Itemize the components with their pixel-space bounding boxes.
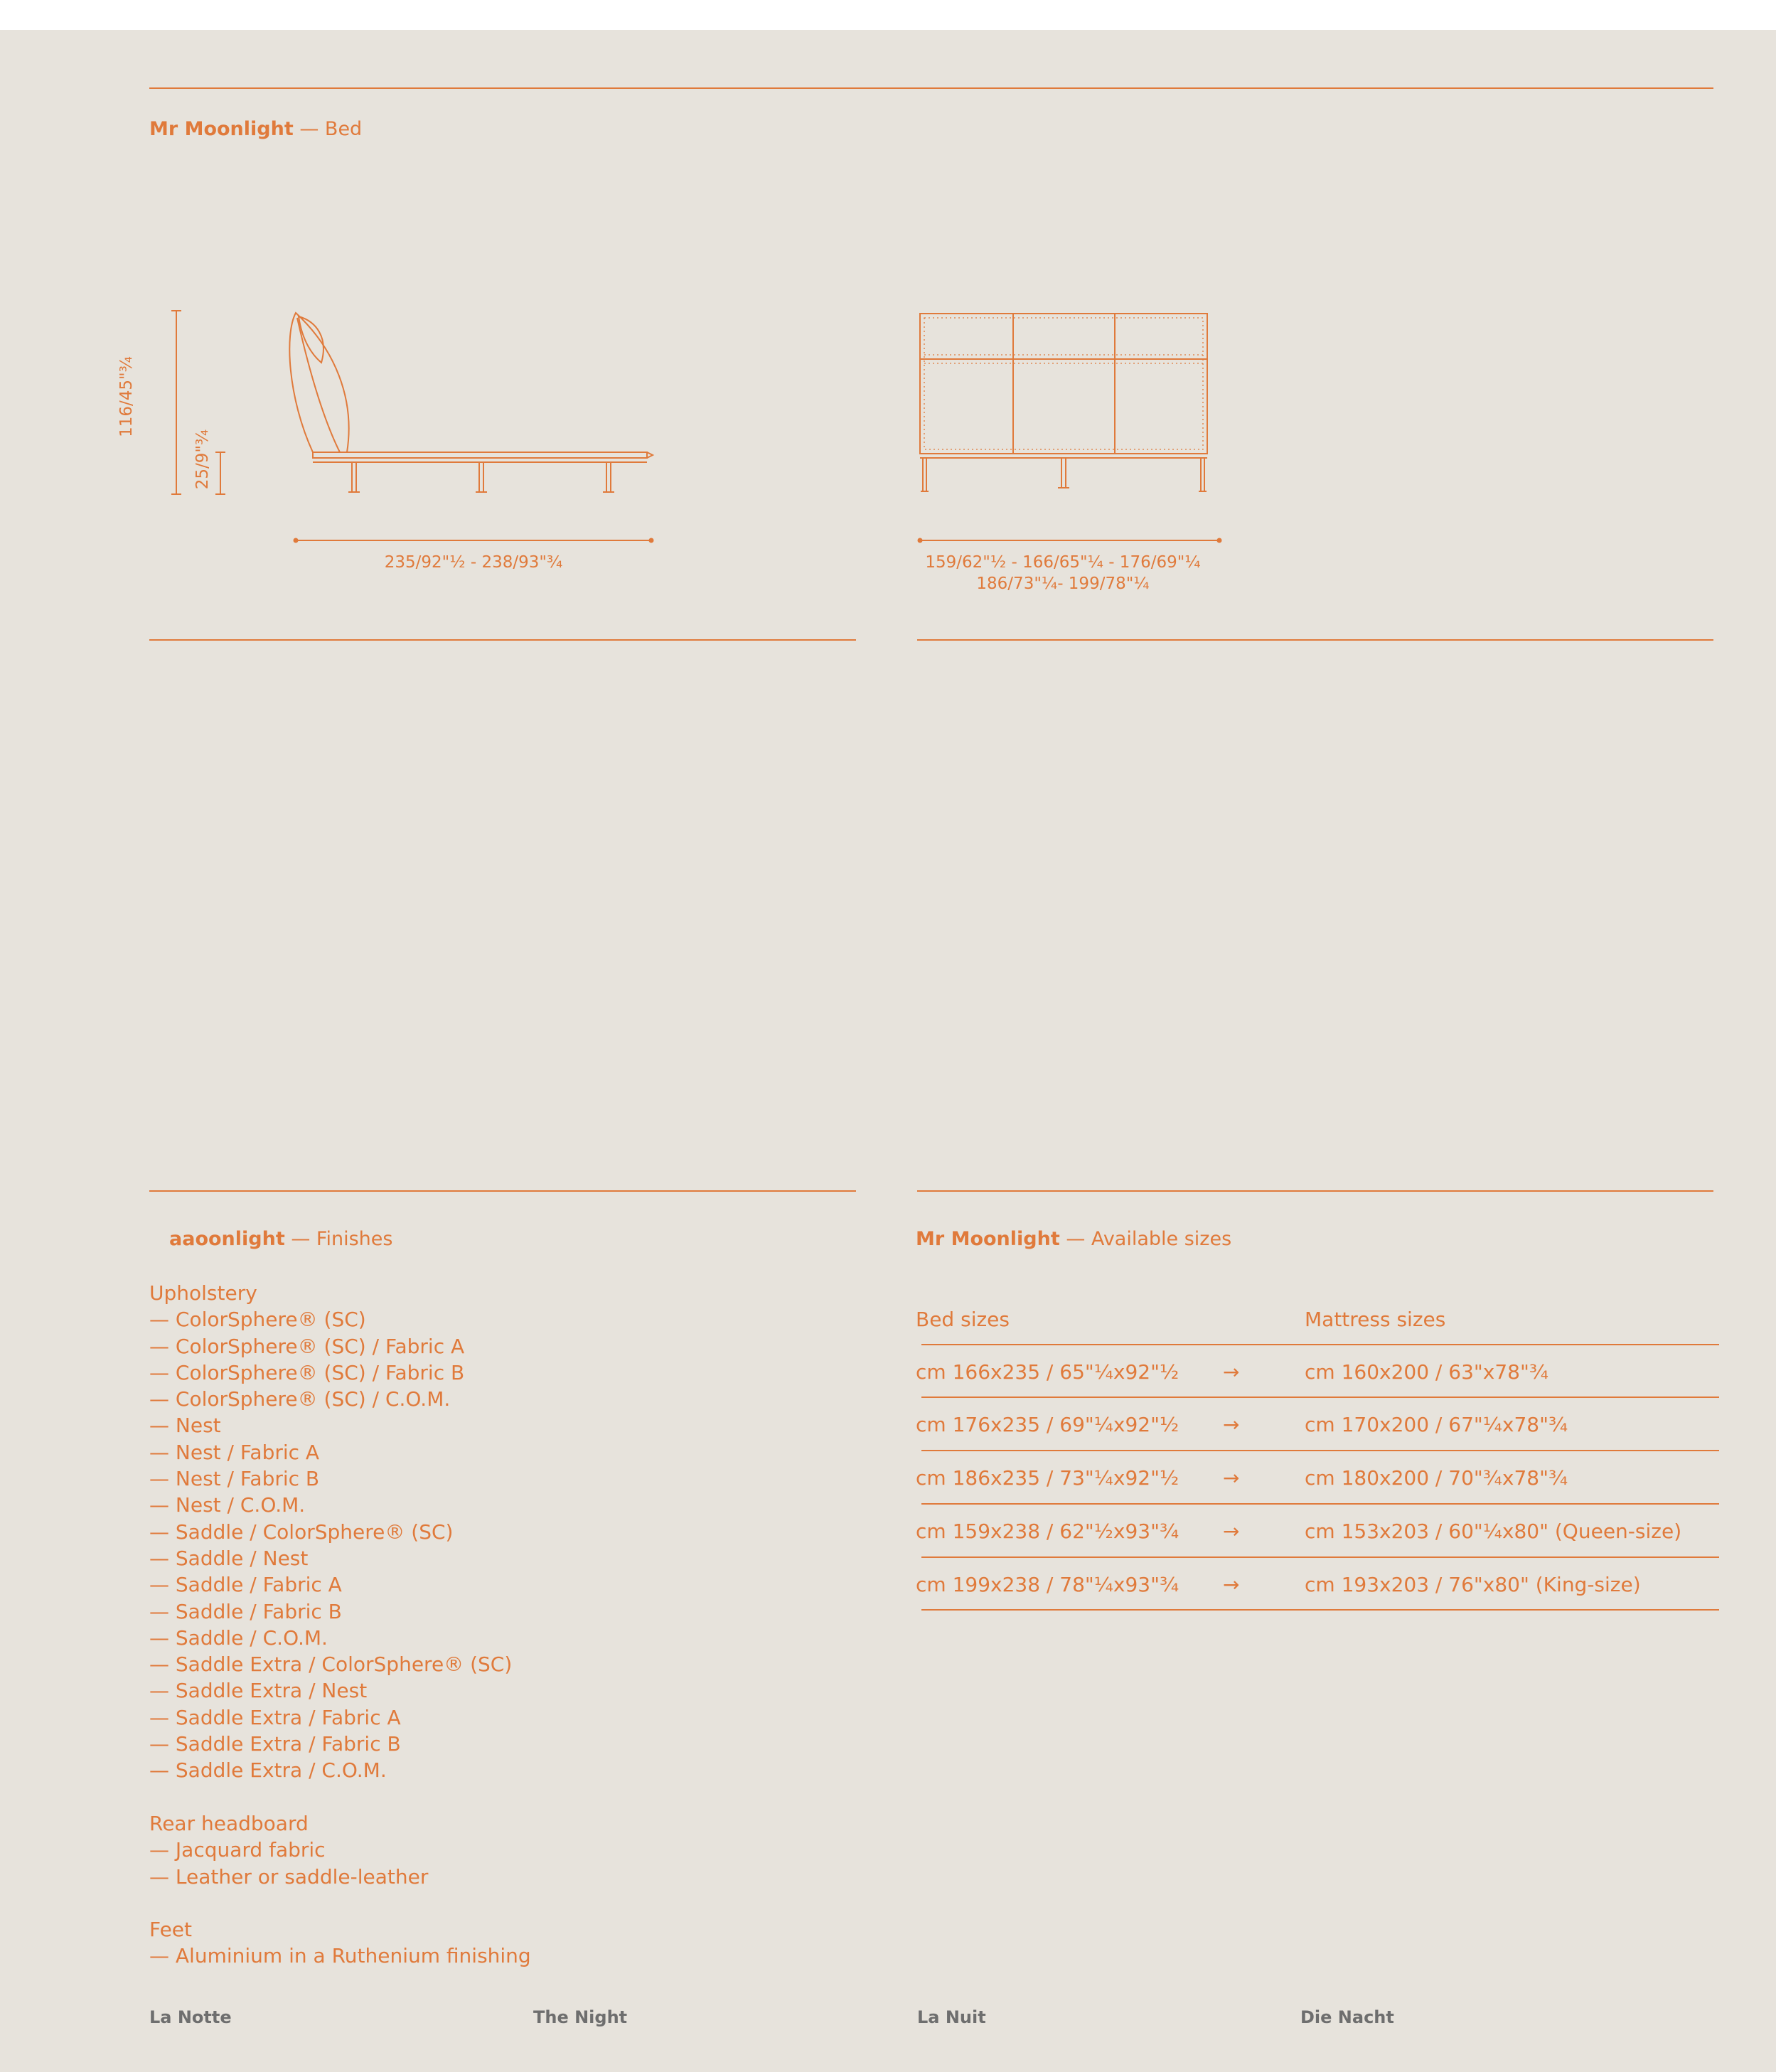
front-width-label-line2: 186/73"¼- 199/78"¼ xyxy=(976,575,1150,593)
side-length-label: 235/92"½ - 238/93"¾ xyxy=(384,553,563,572)
upholstery-item: — Saddle Extra / ColorSphere® (SC) xyxy=(149,1652,513,1677)
mattress-size-cell: cm 180x200 / 70"¾x78"¾ xyxy=(1305,1466,1568,1490)
upholstery-item: — ColorSphere® (SC) xyxy=(149,1308,366,1332)
feet-item: — Aluminium in a Ruthenium finishing xyxy=(149,1944,531,1968)
mattress-size-cell: cm 170x200 / 67"¼x78"¾ xyxy=(1305,1413,1568,1436)
headboard-label: Rear headboard xyxy=(149,1811,309,1835)
sizes-title-product: Mr Moonlight xyxy=(916,1228,1060,1250)
upholstery-item: — Saddle / Nest xyxy=(149,1546,309,1570)
front-width-label-line1: 159/62"½ - 166/65"¼ - 176/69"¼ xyxy=(925,553,1201,572)
bed-size-cell: cm 176x235 / 69"¼x92"½ xyxy=(916,1413,1179,1436)
sizes-rule xyxy=(917,1190,1713,1192)
table-row xyxy=(916,1557,1719,1610)
finishes-title xyxy=(169,1228,392,1250)
bed-size-cell: cm 186x235 / 73"¼x92"½ xyxy=(916,1466,1179,1490)
table-row xyxy=(916,1397,1719,1450)
mattress-size-cell: cm 153x203 / 60"¼x80" (Queen-size) xyxy=(1305,1520,1682,1543)
finishes-rule xyxy=(149,1190,856,1192)
sizes-title xyxy=(916,1228,1231,1250)
upholstery-item: — Nest / Fabric B xyxy=(149,1467,320,1491)
upholstery-item: — Saddle Extra / Fabric A xyxy=(149,1705,401,1729)
upholstery-item: — Saddle / ColorSphere® (SC) xyxy=(149,1520,454,1544)
headboard-item: — Jacquard fabric xyxy=(149,1838,326,1862)
mattress-size-cell: cm 193x203 / 76"x80" (King-size) xyxy=(1305,1573,1641,1596)
side-height-total-label: 116/45"¾ xyxy=(117,356,136,437)
upholstery-item: — Saddle Extra / Fabric B xyxy=(149,1732,401,1756)
footer-french: La Nuit xyxy=(917,2007,986,2027)
page-title-subtitle: — Bed xyxy=(299,118,363,140)
upholstery-item: — Saddle Extra / Nest xyxy=(149,1679,368,1703)
headboard-item: — Leather or saddle-leather xyxy=(149,1864,429,1889)
finishes-title-subtitle: — Finishes xyxy=(291,1228,393,1250)
arrow-icon: → xyxy=(1223,1466,1240,1490)
feet-label: Feet xyxy=(149,1918,193,1942)
bed-size-cell: cm 199x238 / 78"¼x93"¾ xyxy=(916,1573,1179,1596)
page-title xyxy=(149,118,362,140)
bed-size-cell: cm 159x238 / 62"½x93"¾ xyxy=(916,1520,1179,1543)
list-spacer xyxy=(149,1890,531,1916)
arrow-icon: → xyxy=(1223,1520,1240,1543)
finishes-list xyxy=(149,1280,531,1970)
table-row xyxy=(916,1504,1719,1556)
mattress-size-cell: cm 160x200 / 63"x78"¾ xyxy=(1305,1360,1548,1384)
drawing-rule-right xyxy=(917,639,1713,641)
upholstery-item: — Nest xyxy=(149,1414,221,1438)
top-rule xyxy=(149,87,1713,89)
sizes-table xyxy=(916,1308,1719,1613)
table-row-rule xyxy=(921,1609,1719,1611)
upholstery-item: — ColorSphere® (SC) / Fabric A xyxy=(149,1334,465,1358)
upholstery-item: — ColorSphere® (SC) / C.O.M. xyxy=(149,1387,451,1411)
finishes-title-product: aaoonlight xyxy=(169,1228,285,1250)
upholstery-item: — Saddle / Fabric B xyxy=(149,1599,342,1623)
arrow-icon: → xyxy=(1223,1360,1240,1384)
arrow-icon: → xyxy=(1223,1413,1240,1436)
side-height-frame-label: 25/9"¾ xyxy=(193,429,212,490)
upholstery-item: — Nest / C.O.M. xyxy=(149,1493,306,1517)
drawing-rule-left xyxy=(149,639,856,641)
mattress-sizes-header: Mattress sizes xyxy=(1305,1308,1446,1331)
table-row xyxy=(916,1345,1719,1397)
page-title-product: Mr Moonlight xyxy=(149,118,294,140)
table-row xyxy=(916,1451,1719,1503)
footer-italian: La Notte xyxy=(149,2007,232,2027)
upholstery-item: — ColorSphere® (SC) / Fabric B xyxy=(149,1360,465,1384)
footer-german: Die Nacht xyxy=(1300,2007,1394,2027)
upholstery-item: — Saddle / C.O.M. xyxy=(149,1625,328,1650)
upholstery-item: — Nest / Fabric A xyxy=(149,1440,320,1464)
footer-english: The Night xyxy=(533,2007,628,2027)
list-spacer xyxy=(149,1784,531,1810)
arrow-icon: → xyxy=(1223,1573,1240,1596)
sizes-title-subtitle: — Available sizes xyxy=(1066,1228,1232,1250)
bed-size-cell: cm 166x235 / 65"¼x92"½ xyxy=(916,1360,1179,1384)
upholstery-item: — Saddle / Fabric A xyxy=(149,1573,342,1597)
upholstery-item: — Saddle Extra / C.O.M. xyxy=(149,1758,387,1783)
upholstery-label: Upholstery xyxy=(149,1281,257,1305)
bed-sizes-header: Bed sizes xyxy=(916,1308,1010,1331)
